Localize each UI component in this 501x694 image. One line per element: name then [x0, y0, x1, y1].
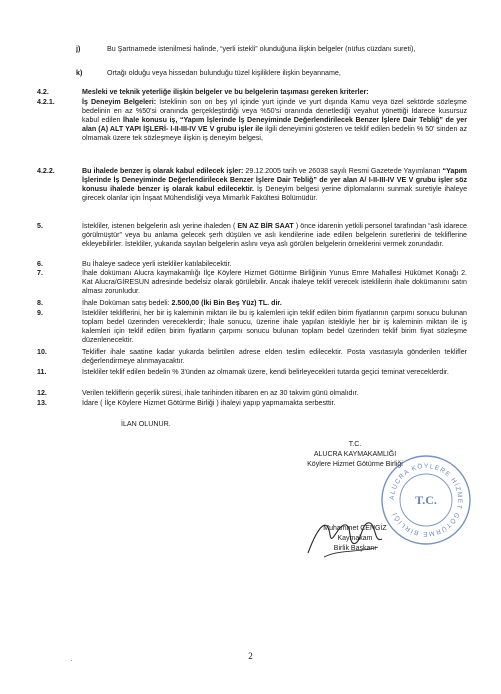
section-emphasis: İhale konusu iş, “Yapım İşlerinde İş Deneyiminde Değerlendirilecek Benzer İşlere Dair Tebliğ” de yer alan (A) ALT YAPI İŞLERİ- I-II-III-IV VE V grubu işler ile	[82, 116, 467, 133]
item-number: 9.	[37, 309, 43, 317]
signer-role: Birlik Başkanı	[333, 545, 377, 552]
section-body: İsteklinin son on beş yıl içinde yurt içinde ve yurt dışında Kamu veya özel sektörde sözleşme bedelinin en az %50'si oranında gerçekleştirdiği veya %50'si oranında denetlediği veyahut yönettiği İdarece kusursuz kabul edilen	[82, 98, 468, 124]
section-emphasis: “Yapım İşlerinde İş Deneyiminde Değerlendirilecek Benzer İşlere Dair Tebliğ” de yer alan A/ I-II-III-IV VE V grubu işler söz konusu ihalede benzer iş olarak kabul edilecektir.	[82, 167, 467, 193]
section-number: 4.2.2.	[37, 167, 55, 175]
item-number: 8.	[37, 299, 43, 307]
item-number: j)	[76, 45, 81, 53]
item-text-start: İstekliler, istenen belgelerin aslı yerine ihaleden (	[82, 222, 238, 230]
section-body-end: İş Deneyim belgesi yerine diplomalarını sunmak suretiyle ihaleye girecek olanlar için İnşaat Mühendisliği veya Mimarlık Fakültesi Bölümüdür.	[82, 185, 468, 202]
item-text: İdare ( İlçe Köylere Hizmet Götürme Birliği ) ihaleyi yapıp yapmamakta serbesttir.	[82, 399, 336, 407]
section-body: 29.12.2005 tarih ve 26038 sayılı Resmi Gazetede Yayımlanan	[243, 167, 443, 175]
signer-name: Muhammet CENGİZ	[323, 525, 387, 532]
section-heading: Mesleki ve teknik yeterliğe ilişkin belgeler ve bu belgelerin taşıması gereken kriterler:	[82, 88, 369, 96]
item-text: Verilen tekliflerin geçerlik süresi, ihale tarihinden itibaren en az 30 takvim günü olmalıdır.	[82, 389, 359, 397]
sig-union: Köylere Hizmet Götürme Birliği	[307, 461, 403, 468]
item-text: İstekliler teklif edilen bedelin % 3'ünden az olmamak üzere, kendi belirleyecekleri tutarda geçici teminat vereceklerdir.	[82, 368, 449, 376]
item-emphasis: 2.500,00 (İki Bin Beş Yüz) TL. dir.	[171, 299, 282, 307]
item-text: Bu Şartnamede istenilmesi halinde, “yerli istekli” olunduğuna ilişkin belgeler (nüfus cüzdanı sureti),	[107, 45, 416, 53]
item-text	[82, 299, 467, 308]
item-number: 7.	[37, 269, 43, 277]
stamp-center-text: T.C.	[415, 493, 437, 507]
stamp-ring-text: ALUCRA KÖYLERE HİZMET GÖTÜRME BİRLİĞİ	[388, 462, 464, 538]
signer-title: Kaymakam	[337, 535, 373, 542]
item-text-end: ) önce idarenin yetkili personel tarafından “aslı idarece görülmüştür” veya bu anlama gelecek şerh düşülen ve aslı kendilerine iade edilen belgelerin suretlerini de tekliflerine ekleyebilirler. İstekliler, yukarıda sayılan belgelerin aslını veya aslı görülen belgelerin örneklerini vermek zorundadır.	[82, 222, 467, 248]
item-number: 12.	[37, 389, 47, 397]
sig-country: T.C.	[348, 441, 362, 448]
item-text: Bu İhaleye sadece yerli istekliler katılabilecektir.	[82, 260, 232, 268]
item-number: 13.	[37, 399, 47, 407]
sig-office: ALUCRA KAYMAKAMLIĞI	[313, 451, 397, 458]
item-text: İstekliler tekliflerini, her bir iş kaleminin miktarı ile bu iş kalemleri için teklif edilen birim fiyatlarının çarpımı sonucu bulunan toplam bedel üzerinden vereceklerdir; İhale sonucu, üzerine ihale yapılan istekliyle her bir iş kaleminin miktarı ile iş kalemleri için teklif edilen birim fiyatların çarpımı sonucu bulunan toplam bedel üzerinden teklif birim fiyat sözleşme düzenlenecektir.	[82, 309, 467, 344]
item-emphasis: EN AZ BİR SAAT	[237, 222, 294, 230]
item-number: 11.	[37, 368, 47, 376]
section-lead: İş Deneyim Belgeleri:	[82, 98, 157, 106]
section-body-end: ilgili deneyimini gösteren ve teklif edilen bedelin % 50' sinden az olmamak üzere tek sözleşmeye ilişkin iş deneyim belgesi,	[82, 125, 467, 142]
section-number: 4.2.1.	[37, 98, 55, 106]
item-text: Ortağı olduğu veya hissedarı bulunduğu tüzel kişiliklere ilişkin beyanname,	[107, 69, 341, 77]
item-text-start: İhale Doküman satış bedeli:	[82, 299, 172, 307]
item-text: İhale dokümanı Alucra kaymakamlığı İlçe Köylere Hizmet Götürme Birliğinin Yunus Emre Mahallesi Hükümet Konağı 2. Kat Alucra/GİRESUN adresinde bedelsiz olarak görülebilir. Ancak ihaleye teklif verecek isteklilerin ihale dokümanını satın alması zorunludur.	[82, 269, 467, 295]
section-lead: Bu ihalede benzer iş olarak kabul edilecek işler:	[82, 167, 244, 175]
item-text	[82, 222, 467, 249]
page-number: 2	[248, 651, 253, 661]
section-text	[82, 98, 467, 143]
item-text: Teklifler ihale saatine kadar yukarda belirtilen adrese elden teslim edilecektir. Posta vasıtasıyla gönderilen teklifler değerlendirmeye alınmayacaktır.	[82, 348, 467, 365]
item-number: 5.	[37, 222, 43, 230]
closing-text: İLAN OLUNUR.	[121, 420, 171, 428]
item-number: 10.	[37, 348, 47, 356]
item-number: k)	[76, 69, 83, 77]
section-number: 4.2.	[37, 88, 49, 96]
official-stamp	[378, 452, 474, 548]
item-number: 6.	[37, 260, 43, 268]
section-text	[82, 167, 467, 203]
